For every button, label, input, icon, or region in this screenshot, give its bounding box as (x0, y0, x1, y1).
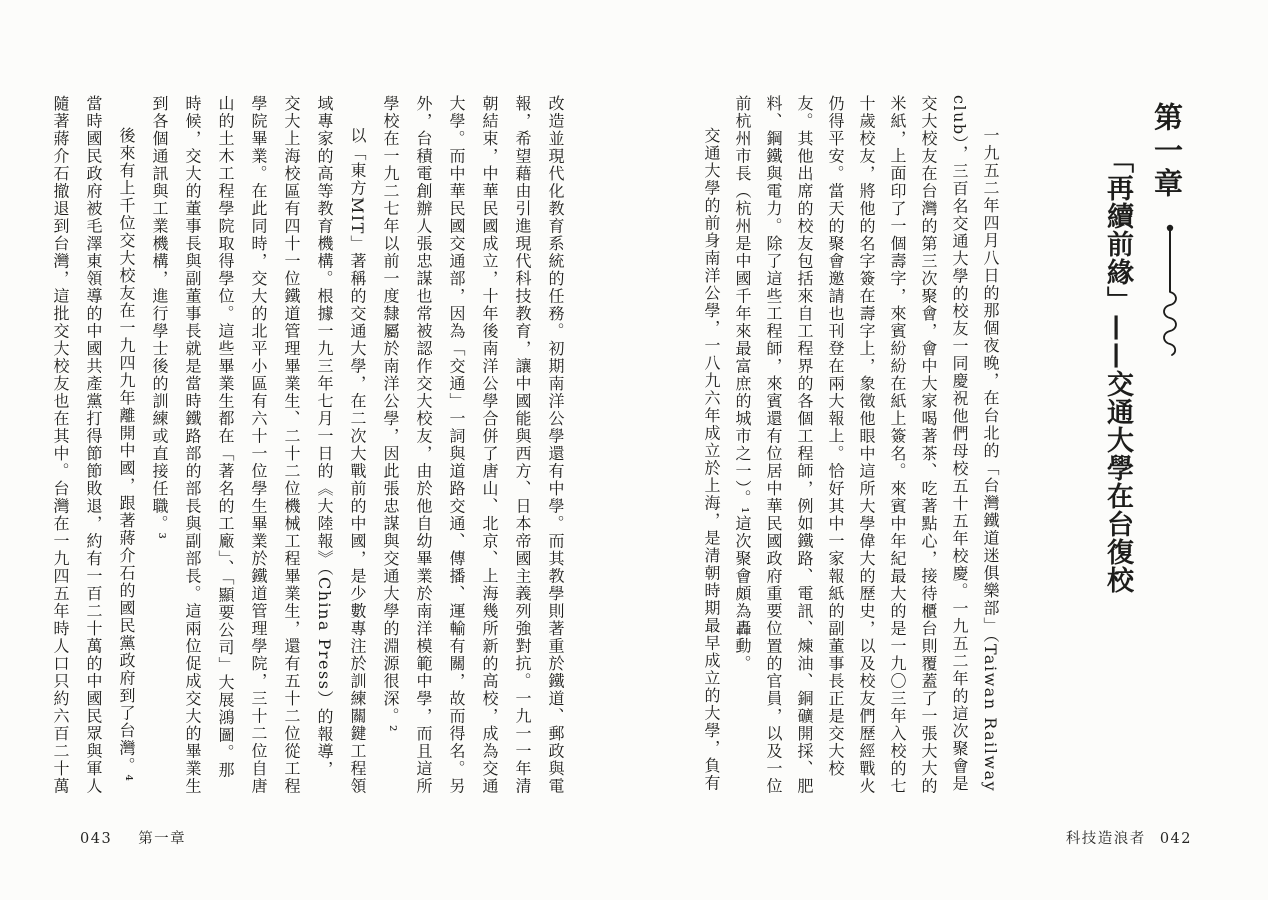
paragraph-3: 以「東方MIT」著稱的交通大學，在二次大戰前的中國，是少數專注於訓練關鍵工程領域專家的高等教育機構。根據一九三年七月一日的《大陸報》（China Press）的報導，交大上海校區有四十一位鐵道管理畢業生、二十二位機械工程畢業生，還有五十二位從工程學院畢業。在此同時，交大的北平小區有六十一位學生畢業於鐵道管理學院，三十二位自唐山的土木工程學院取得學位。這些畢業生都在「著名的工廠」、「顯要公司」大展鴻圖。那時候，交大的董事長與副董事長就是當時鐵路部的部長與副部長。這兩位促成交大的畢業生到各個通訊與工業機構，進行學士後的訓練或直接任職。³ (150, 95, 367, 795)
chapter-number: 第一章 (1150, 102, 1184, 201)
chapter-subtitle: 「再續前緣」——交通大學在台復校 (1102, 146, 1133, 594)
left-page-number: 043 (80, 831, 113, 847)
running-chapter-label: 第一章 (138, 831, 187, 847)
running-book-title: 科技造浪者 (1065, 831, 1146, 847)
paragraph-2-continued: 改造並現代化教育系統的任務。初期南洋公學還有中學。而其教學則著重於鐵道、郵政與電報，希望藉由引進現代科技教育，讓中國能與西方、日本帝國主義列強對抗。一九一一年清朝結束，中華民國成立，十年後南洋公學合併了唐山、北京、上海幾所新的高校，成為交通大學。而中華民國交通部，因為「交通」一詞與道路交通、傳播、運輸有關，故而得名。另外，台積電創辦人張忠謀也常被認作交大校友，由於他自幼畢業於南洋模範中學，而且這所學校在一九二七年以前一度隸屬於南洋公學，因此張忠謀與交通大學的淵源很深。² (381, 95, 565, 795)
paragraph-4: 後來有上千位交大校友在一九四九年離開中國，跟著蔣介石的國民黨政府到了台灣。⁴當時國民政府被毛澤東領導的中國共產黨打得節節敗退，約有一百二十萬的中國民眾與軍人隨著蔣介石撤退到台灣，這批交大校友也在其中。台灣在一九四五年時人口只約六百二十萬 (51, 95, 136, 795)
left-page-footer (80, 827, 186, 848)
paragraph-1: 一九五二年四月八日的那個夜晚，在台北的「台灣鐵道迷俱樂部」（Taiwan Railway club），三百名交通大學的校友一同慶祝他們母校五十五年校慶。一九五二年的這次聚會是交大校友在台灣的第三次聚會，會中大家喝著茶、吃著點心，接待櫃台則覆蓋了一張大大的米紙，上面印了一個壽字，來賓紛紛在紙上簽名。來賓中年紀最大的是一九〇三年入校的七十歲校友，將他的名字簽在壽字上，象徵他眼中這所大學偉大的歷史，以及校友們歷經戰火仍得平安。當天的聚會邀請也刊登在兩大報上。恰好其中一家報紙的副董事長正是交大校友。其他出席的校友包括來自工程界的各個工程師，例如鐵路、電訊、煉油、銅礦開採、肥料、鋼鐵與電力。除了這些工程師，來賓還有位居中華民國政府重要位置的官員，以及一位前杭州市長（杭州是中國千年來最富庶的城市之一）。¹這次聚會頗為轟動。 (733, 95, 1000, 795)
left-page-body (44, 95, 572, 795)
right-page-number: 042 (1159, 831, 1192, 847)
right-page-footer (1066, 827, 1192, 848)
right-page-body (696, 95, 1006, 795)
paragraph-2-start: 交通大學的前身南洋公學，一八九六年成立於上海，是清朝時期最早成立的大學，負有 (702, 127, 721, 792)
chapter-ornament-icon (1159, 224, 1181, 358)
